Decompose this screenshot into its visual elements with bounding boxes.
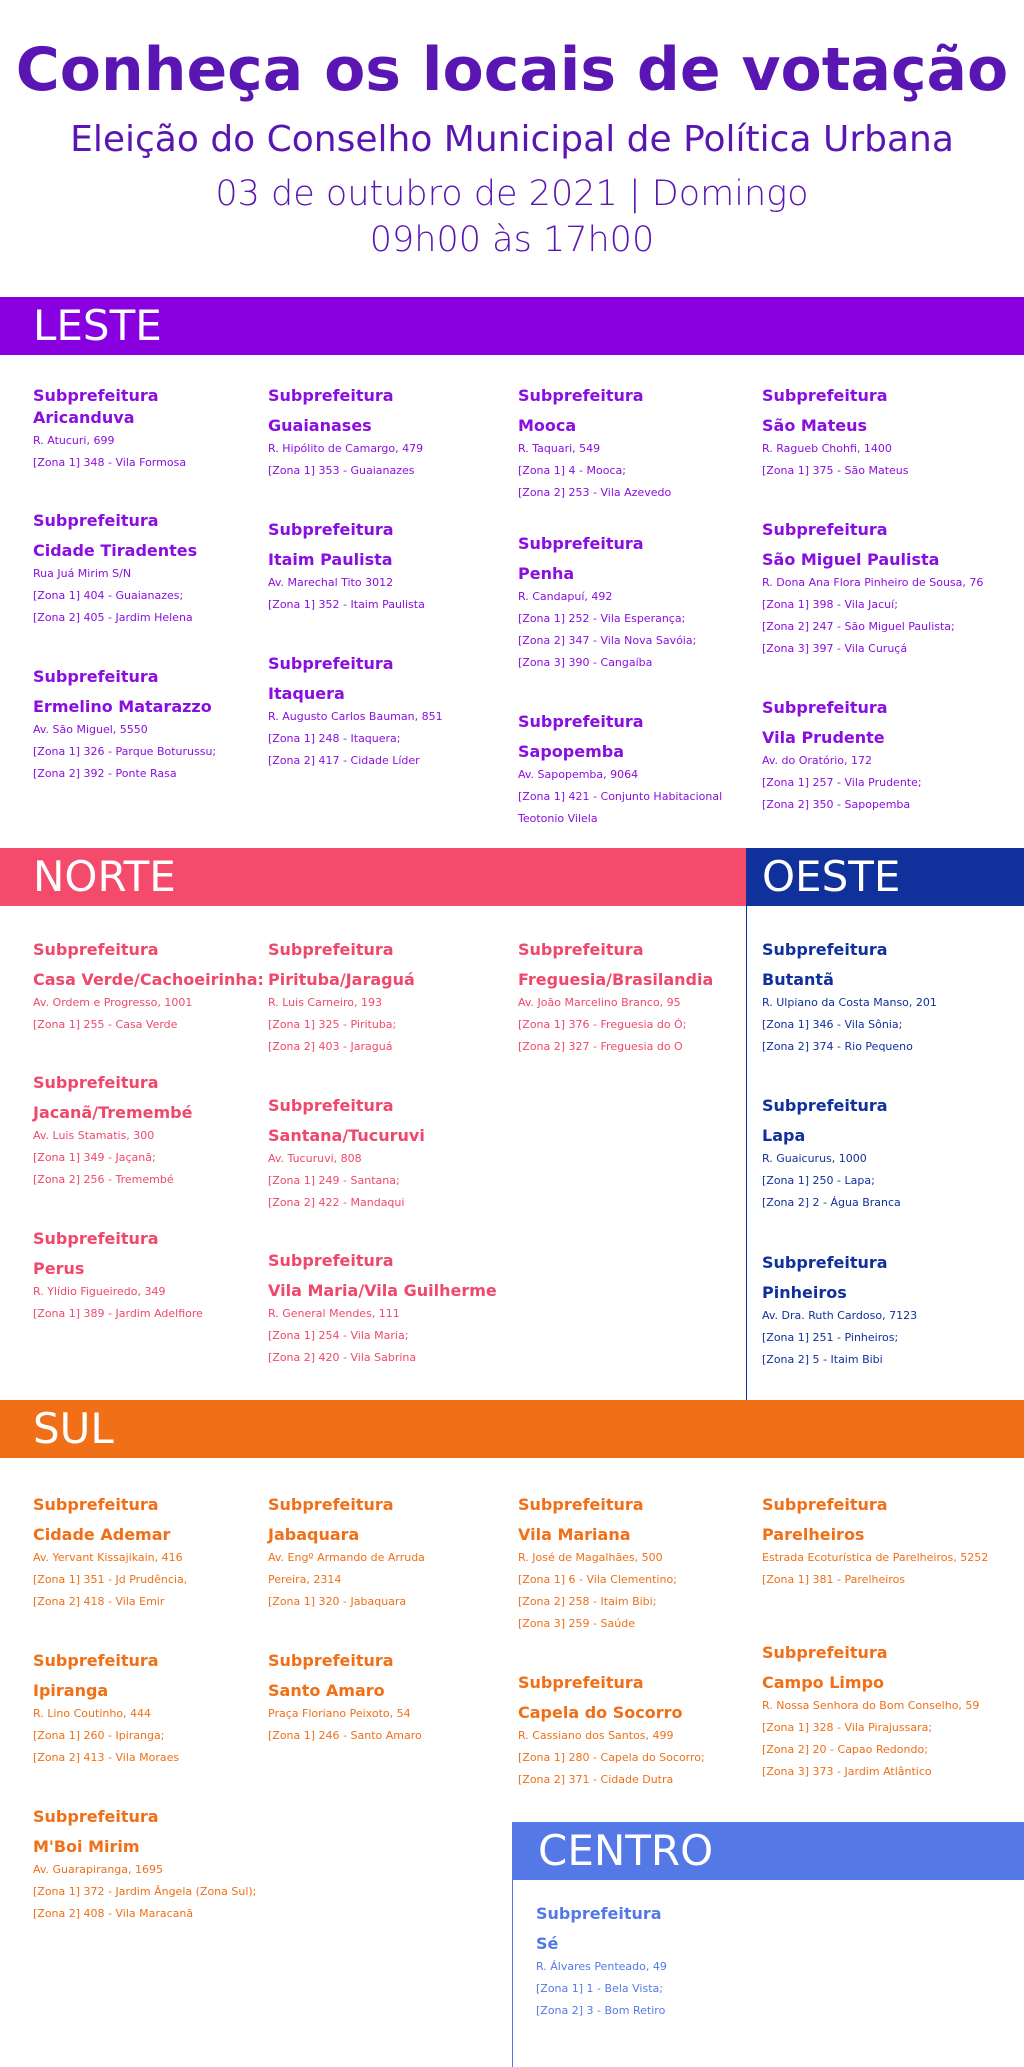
zone-line: [Zona 1] 349 - Jaçanã;: [33, 1151, 156, 1164]
polling-address: Av. Guarapiranga, 1695: [33, 1863, 164, 1876]
zone-line: [Zona 2] 422 - Mandaqui: [268, 1196, 405, 1209]
subprefeitura-name: Itaim Paulista: [268, 550, 393, 569]
subprefeitura-entry: [762, 385, 1020, 482]
zone-line: [Zona 1] 352 - Itaim Paulista: [268, 598, 425, 611]
subprefeitura-label: Subprefeitura: [268, 1251, 394, 1270]
zone-line: [Zona 2] 3 - Bom Retiro: [536, 2004, 666, 2017]
zone-line: [Zona 1] 255 - Casa Verde: [33, 1018, 178, 1031]
region-band-sul: SUL: [0, 1400, 1024, 1458]
subprefeitura-name: Freguesia/Brasilandia: [518, 970, 714, 989]
subprefeitura-name: Lapa: [762, 1126, 806, 1145]
subprefeitura-entry: [762, 697, 1020, 816]
subprefeitura-name: Itaquera: [268, 684, 345, 703]
page-title: Conheça os locais de votação: [15, 35, 1009, 105]
zone-line: [Zona 2] 347 - Vila Nova Savóia;: [518, 634, 697, 647]
page-subtitle: Eleição do Conselho Municipal de Política Urbana: [70, 119, 954, 160]
subprefeitura-label: Subprefeitura: [33, 511, 159, 530]
subprefeitura-name: Ipiranga: [33, 1681, 109, 1700]
subprefeitura-label: Subprefeitura: [33, 667, 159, 686]
polling-address: Estrada Ecoturística de Parelheiros, 5252: [762, 1551, 989, 1564]
subprefeitura-name: Aricanduva: [33, 408, 135, 427]
subprefeitura-entry: [518, 1672, 758, 1791]
zone-line: [Zona 2] 405 - Jardim Helena: [33, 611, 193, 624]
subprefeitura-label: Subprefeitura: [33, 1807, 159, 1826]
subprefeitura-entry: [268, 1494, 508, 1613]
polling-address: R. Candapuí, 492: [518, 590, 613, 603]
subprefeitura-name: Perus: [33, 1259, 85, 1278]
subprefeitura-name: Vila Mariana: [518, 1525, 631, 1544]
zone-line: [Zona 1] 381 - Parelheiros: [762, 1573, 906, 1586]
polling-address: R. Taquari, 549: [518, 442, 601, 455]
subprefeitura-label: Subprefeitura: [518, 534, 644, 553]
zone-line: [Zona 1] 353 - Guaianazes: [268, 464, 415, 477]
zone-line: [Zona 2] 413 - Vila Moraes: [33, 1751, 180, 1764]
subprefeitura-name: Santana/Tucuruvi: [268, 1126, 425, 1145]
zone-line: [Zona 2] 371 - Cidade Dutra: [518, 1773, 674, 1786]
polling-address: Av. Engº Armando de Arruda: [268, 1551, 425, 1564]
zone-line: [Zona 1] 257 - Vila Prudente;: [762, 776, 922, 789]
subprefeitura-entry: [518, 711, 758, 830]
subprefeitura-name: Vila Maria/Vila Guilherme: [268, 1281, 497, 1300]
subprefeitura-label: Subprefeitura: [33, 386, 159, 405]
polling-address: Praça Floriano Peixoto, 54: [268, 1707, 411, 1720]
polling-address: Av. São Miguel, 5550: [33, 723, 148, 736]
subprefeitura-name: São Mateus: [762, 416, 868, 435]
polling-address: R. Cassiano dos Santos, 499: [518, 1729, 674, 1742]
region-band-oeste: OESTE: [746, 848, 1024, 906]
polling-address: R. Dona Ana Flora Pinheiro de Sousa, 76: [762, 576, 984, 589]
subprefeitura-entry: [33, 1228, 273, 1325]
subprefeitura-name: Vila Prudente: [762, 728, 885, 747]
subprefeitura-name: Sapopemba: [518, 742, 624, 761]
zone-line: [Zona 1] 372 - Jardim Ângela (Zona Sul);: [33, 1885, 257, 1898]
subprefeitura-name: Cidade Tiradentes: [33, 541, 198, 560]
zone-line: [Zona 2] 408 - Vila Maracanã: [33, 1907, 194, 1920]
subprefeitura-name: Guaianases: [268, 416, 372, 435]
zone-line: [Zona 1] 351 - Jd Prudência,: [33, 1573, 188, 1586]
zone-line: [Zona 1] 421 - Conjunto Habitacional: [518, 790, 723, 803]
zone-line: [Zona 2] 403 - Jaraguá: [268, 1040, 393, 1053]
region-band-norte: NORTE: [0, 848, 746, 906]
zone-line: [Zona 1] 6 - Vila Clementino;: [518, 1573, 677, 1586]
subprefeitura-label: Subprefeitura: [518, 712, 644, 731]
zone-line: [Zona 1] 375 - São Mateus: [762, 464, 909, 477]
election-time: 09h00 às 17h00: [369, 220, 655, 260]
zone-line: [Zona 1] 404 - Guaianazes;: [33, 589, 184, 602]
zone-line: Teotonio Vilela: [518, 812, 598, 825]
polling-address: Av. Marechal Tito 3012: [268, 576, 394, 589]
zone-line: [Zona 2] 256 - Tremembé: [33, 1173, 174, 1186]
subprefeitura-entry: [536, 1903, 776, 2022]
polling-address: R. Lino Coutinho, 444: [33, 1707, 152, 1720]
subprefeitura-name: M'Boi Mirim: [33, 1837, 140, 1856]
subprefeitura-label: Subprefeitura: [33, 1495, 159, 1514]
subprefeitura-label: Subprefeitura: [762, 1253, 888, 1272]
polling-address: R. José de Magalhães, 500: [518, 1551, 663, 1564]
subprefeitura-entry: [268, 653, 508, 772]
subprefeitura-name: Cidade Ademar: [33, 1525, 171, 1544]
zone-line: [Zona 1] 4 - Mooca;: [518, 464, 626, 477]
subprefeitura-label: Subprefeitura: [518, 1673, 644, 1692]
subprefeitura-entry: [762, 519, 1020, 660]
zone-line: [Zona 2] 418 - Vila Emir: [33, 1595, 165, 1608]
polling-address: R. Álvares Penteado, 49: [536, 1960, 667, 1973]
subprefeitura-entry: [762, 1095, 1020, 1214]
subprefeitura-label: Subprefeitura: [762, 698, 888, 717]
subprefeitura-name: Sé: [536, 1934, 559, 1953]
subprefeitura-entry: [268, 1095, 508, 1214]
polling-address: R. Ylídio Figueiredo, 349: [33, 1285, 166, 1298]
subprefeitura-entry: [33, 1650, 273, 1769]
subprefeitura-name: Jacanã/Tremembé: [33, 1103, 193, 1122]
zone-line: [Zona 3] 390 - Cangaíba: [518, 656, 653, 669]
zone-line: [Zona 1] 251 - Pinheiros;: [762, 1331, 899, 1344]
subprefeitura-entry: [518, 385, 758, 504]
subprefeitura-entry: [762, 1642, 1020, 1783]
zone-line: [Zona 1] 389 - Jardim Adelfiore: [33, 1307, 203, 1320]
zone-line: [Zona 2] 350 - Sapopemba: [762, 798, 911, 811]
subprefeitura-entry: [33, 939, 273, 1036]
subprefeitura-entry: [518, 533, 758, 674]
subprefeitura-entry: [518, 1494, 758, 1635]
subprefeitura-name: Campo Limpo: [762, 1673, 885, 1692]
zone-line: [Zona 2] 20 - Capao Redondo;: [762, 1743, 928, 1756]
zone-line: [Zona 1] 326 - Parque Boturussu;: [33, 745, 217, 758]
subprefeitura-entry: [268, 939, 508, 1058]
subprefeitura-label: Subprefeitura: [762, 940, 888, 959]
subprefeitura-label: Subprefeitura: [518, 386, 644, 405]
subprefeitura-name: Butantã: [762, 970, 834, 989]
subprefeitura-entry: [33, 1072, 273, 1191]
subprefeitura-label: Subprefeitura: [268, 654, 394, 673]
zone-line: [Zona 1] 246 - Santo Amaro: [268, 1729, 422, 1742]
subprefeitura-name: Pinheiros: [762, 1283, 847, 1302]
zone-line: [Zona 1] 320 - Jabaquara: [268, 1595, 407, 1608]
polling-address: R. Atucuri, 699: [33, 434, 115, 447]
subprefeitura-label: Subprefeitura: [762, 1643, 888, 1662]
polling-address: R. General Mendes, 111: [268, 1307, 400, 1320]
subprefeitura-label: Subprefeitura: [762, 520, 888, 539]
zone-line: [Zona 1] 398 - Vila Jacuí;: [762, 598, 898, 611]
subprefeitura-name: Jabaquara: [268, 1525, 360, 1544]
subprefeitura-label: Subprefeitura: [33, 1651, 159, 1670]
subprefeitura-label: Subprefeitura: [33, 1073, 159, 1092]
zone-line: [Zona 1] 346 - Vila Sônia;: [762, 1018, 903, 1031]
zone-line: [Zona 1] 249 - Santana;: [268, 1174, 400, 1187]
polling-address: Av. Ordem e Progresso, 1001: [33, 996, 193, 1009]
subprefeitura-name: Capela do Socorro: [518, 1703, 683, 1722]
zone-line: [Zona 2] 2 - Água Branca: [762, 1196, 901, 1209]
subprefeitura-label: Subprefeitura: [268, 1096, 394, 1115]
polling-address: R. Guaicurus, 1000: [762, 1152, 867, 1165]
polling-address: R. Nossa Senhora do Bom Conselho, 59: [762, 1699, 980, 1712]
zone-line: [Zona 2] 253 - Vila Azevedo: [518, 486, 672, 499]
subprefeitura-name: São Miguel Paulista: [762, 550, 940, 569]
subprefeitura-entry: [762, 1494, 1020, 1591]
subprefeitura-name: Casa Verde/Cachoeirinha:: [33, 970, 264, 989]
subprefeitura-entry: [33, 666, 273, 785]
subprefeitura-label: Subprefeitura: [268, 940, 394, 959]
subprefeitura-label: Subprefeitura: [268, 1495, 394, 1514]
subprefeitura-label: Subprefeitura: [268, 520, 394, 539]
subprefeitura-entry: [762, 1252, 1020, 1371]
subprefeitura-label: Subprefeitura: [268, 386, 394, 405]
zone-line: [Zona 1] 254 - Vila Maria;: [268, 1329, 409, 1342]
subprefeitura-entry: [33, 1494, 273, 1613]
polling-address: Av. Dra. Ruth Cardoso, 7123: [762, 1309, 918, 1322]
zone-line: [Zona 1] 325 - Pirituba;: [268, 1018, 397, 1031]
polling-address: R. Luis Carneiro, 193: [268, 996, 382, 1009]
polling-address: Av. Yervant Kissajikain, 416: [33, 1551, 183, 1564]
zone-line: [Zona 3] 259 - Saúde: [518, 1617, 635, 1630]
subprefeitura-name: Santo Amaro: [268, 1681, 385, 1700]
zone-line: [Zona 2] 374 - Rio Pequeno: [762, 1040, 913, 1053]
subprefeitura-label: Subprefeitura: [518, 1495, 644, 1514]
zone-line: [Zona 2] 247 - São Miguel Paulista;: [762, 620, 955, 633]
subprefeitura-label: Subprefeitura: [536, 1904, 662, 1923]
zone-line: [Zona 2] 258 - Itaim Bibi;: [518, 1595, 657, 1608]
subprefeitura-label: Subprefeitura: [268, 1651, 394, 1670]
subprefeitura-entry: [518, 939, 758, 1058]
polling-address: R. Hipólito de Camargo, 479: [268, 442, 424, 455]
polling-address: R. Ulpiano da Costa Manso, 201: [762, 996, 937, 1009]
zone-line: [Zona 2] 327 - Freguesia do O: [518, 1040, 683, 1053]
subprefeitura-entry: [268, 1250, 508, 1369]
subprefeitura-label: Subprefeitura: [762, 1096, 888, 1115]
zone-line: [Zona 1] 252 - Vila Esperança;: [518, 612, 686, 625]
zone-line: [Zona 1] 248 - Itaquera;: [268, 732, 401, 745]
subprefeitura-name: Penha: [518, 564, 575, 583]
subprefeitura-label: Subprefeitura: [762, 1495, 888, 1514]
subprefeitura-name: Parelheiros: [762, 1525, 865, 1544]
zone-line: [Zona 3] 397 - Vila Curuçá: [762, 642, 908, 655]
zone-line: [Zona 1] 376 - Freguesia do Ó;: [518, 1018, 687, 1031]
polling-address: Rua Juá Mirim S/N: [33, 567, 132, 580]
centro-divider: [512, 1880, 513, 2067]
zone-line: [Zona 1] 280 - Capela do Socorro;: [518, 1751, 705, 1764]
zone-line: [Zona 1] 348 - Vila Formosa: [33, 456, 187, 469]
subprefeitura-entry: [33, 385, 273, 474]
zone-line: [Zona 2] 417 - Cidade Líder: [268, 754, 420, 767]
subprefeitura-name: Mooca: [518, 416, 577, 435]
zone-line: [Zona 2] 392 - Ponte Rasa: [33, 767, 177, 780]
region-band-leste: LESTE: [0, 297, 1024, 355]
subprefeitura-name: Ermelino Matarazzo: [33, 697, 212, 716]
polling-address: R. Augusto Carlos Bauman, 851: [268, 710, 443, 723]
subprefeitura-entry: [33, 510, 273, 629]
zone-line: [Zona 2] 420 - Vila Sabrina: [268, 1351, 417, 1364]
subprefeitura-entry: [762, 939, 1020, 1058]
zone-line: [Zona 1] 260 - Ipiranga;: [33, 1729, 165, 1742]
zone-line: [Zona 2] 5 - Itaim Bibi: [762, 1353, 883, 1366]
polling-address: Av. João Marcelino Branco, 95: [518, 996, 681, 1009]
region-band-centro: CENTRO: [512, 1822, 1024, 1880]
polling-address: R. Ragueb Chohfi, 1400: [762, 442, 892, 455]
subprefeitura-entry: [268, 385, 508, 482]
subprefeitura-label: Subprefeitura: [518, 940, 644, 959]
subprefeitura-entry: [268, 1650, 508, 1747]
polling-address: Av. Tucuruvi, 808: [268, 1152, 362, 1165]
subprefeitura-label: Subprefeitura: [762, 386, 888, 405]
subprefeitura-entry: [33, 1806, 273, 1925]
subprefeitura-label: Subprefeitura: [33, 1229, 159, 1248]
subprefeitura-name: Pirituba/Jaraguá: [268, 970, 415, 989]
subprefeitura-entry: [268, 519, 508, 616]
zone-line: [Zona 1] 1 - Bela Vista;: [536, 1982, 663, 1995]
polling-address: Av. do Oratório, 172: [762, 754, 872, 767]
zone-line: [Zona 1] 328 - Vila Pirajussara;: [762, 1721, 933, 1734]
zone-line: [Zona 3] 373 - Jardim Atlântico: [762, 1765, 932, 1778]
zone-line: [Zona 1] 250 - Lapa;: [762, 1174, 875, 1187]
polling-address: Av. Luis Stamatis, 300: [33, 1129, 155, 1142]
election-date: 03 de outubro de 2021 | Domingo: [215, 174, 809, 214]
polling-address: Av. Sapopemba, 9064: [518, 768, 639, 781]
zone-line: Pereira, 2314: [268, 1573, 342, 1586]
subprefeitura-label: Subprefeitura: [33, 940, 159, 959]
